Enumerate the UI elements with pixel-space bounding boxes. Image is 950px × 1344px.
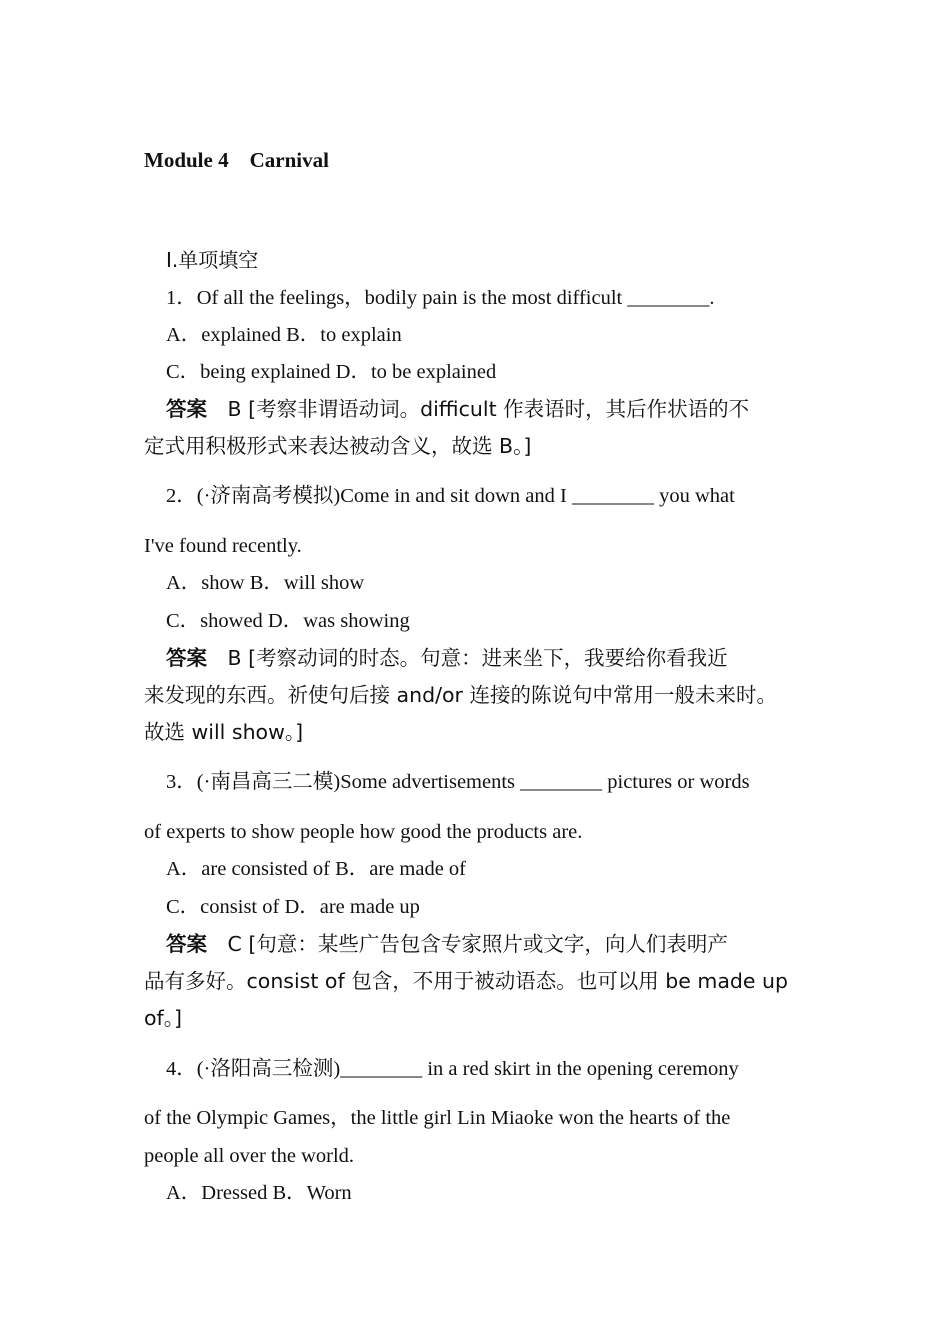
module-title: Module 4 Carnival (144, 148, 329, 172)
question-3-options-ab: A．are consisted of B．are made of (166, 858, 466, 880)
question-1-stem: 1．Of all the feelings，bodily pain is the most difficult ________. (166, 287, 715, 309)
question-4-stem: 4．(·洛阳高三检测)________ in a red skirt in the opening ceremony (166, 1058, 739, 1080)
question-2-options-cd: C．showed D．was showing (166, 610, 410, 632)
question-1-options-ab: A．explained B．to explain (166, 324, 402, 346)
question-2-answer (166, 644, 728, 673)
answer-text-cont: 故选 will show。] (144, 720, 304, 744)
question-4-stem-cont: of the Olympic Games，the little girl Lin Miaoke won the hearts of the (144, 1107, 731, 1129)
question-4-options-ab: A．Dressed B．Worn (166, 1182, 352, 1204)
question-3-options-cd: C．consist of D．are made up (166, 896, 420, 918)
question-2-stem: 2．(·济南高考模拟)Come in and sit down and I ________ you what (166, 485, 735, 507)
question-2-stem-cont: I've found recently. (144, 535, 302, 557)
answer-label: 答案 (166, 646, 207, 670)
answer-label: 答案 (166, 932, 207, 956)
answer-text-cont: 来发现的东西。祈使句后接 and/or 连接的陈说句中常用一般未来时。 (144, 683, 777, 707)
answer-text: C [句意：某些广告包含专家照片或文字，向人们表明产 (227, 932, 728, 956)
answer-text: B [考察动词的时态。句意：进来坐下，我要给你看我近 (227, 646, 728, 670)
question-3-stem: 3．(·南昌高三二模)Some advertisements ________ pictures or words (166, 771, 750, 793)
answer-label: 答案 (166, 397, 207, 421)
question-2-options-ab: A．show B．will show (166, 572, 365, 594)
question-3-answer (166, 930, 728, 959)
answer-text-cont: 品有多好。consist of 包含，不用于被动语态。也可以用 be made up (144, 969, 789, 993)
answer-text-cont: of。] (144, 1006, 183, 1030)
question-1-options-cd: C．being explained D．to be explained (166, 361, 497, 383)
question-4-stem-cont: people all over the world. (144, 1145, 355, 1167)
answer-text-cont: 定式用积极形式来表达被动含义，故选 B。] (144, 434, 532, 458)
question-3-stem-cont: of experts to show people how good the products are. (144, 821, 583, 843)
question-1-answer (166, 395, 749, 424)
section-heading: Ⅰ.单项填空 (166, 248, 259, 272)
answer-text: B [考察非谓语动词。difficult 作表语时，其后作状语的不 (227, 397, 750, 421)
